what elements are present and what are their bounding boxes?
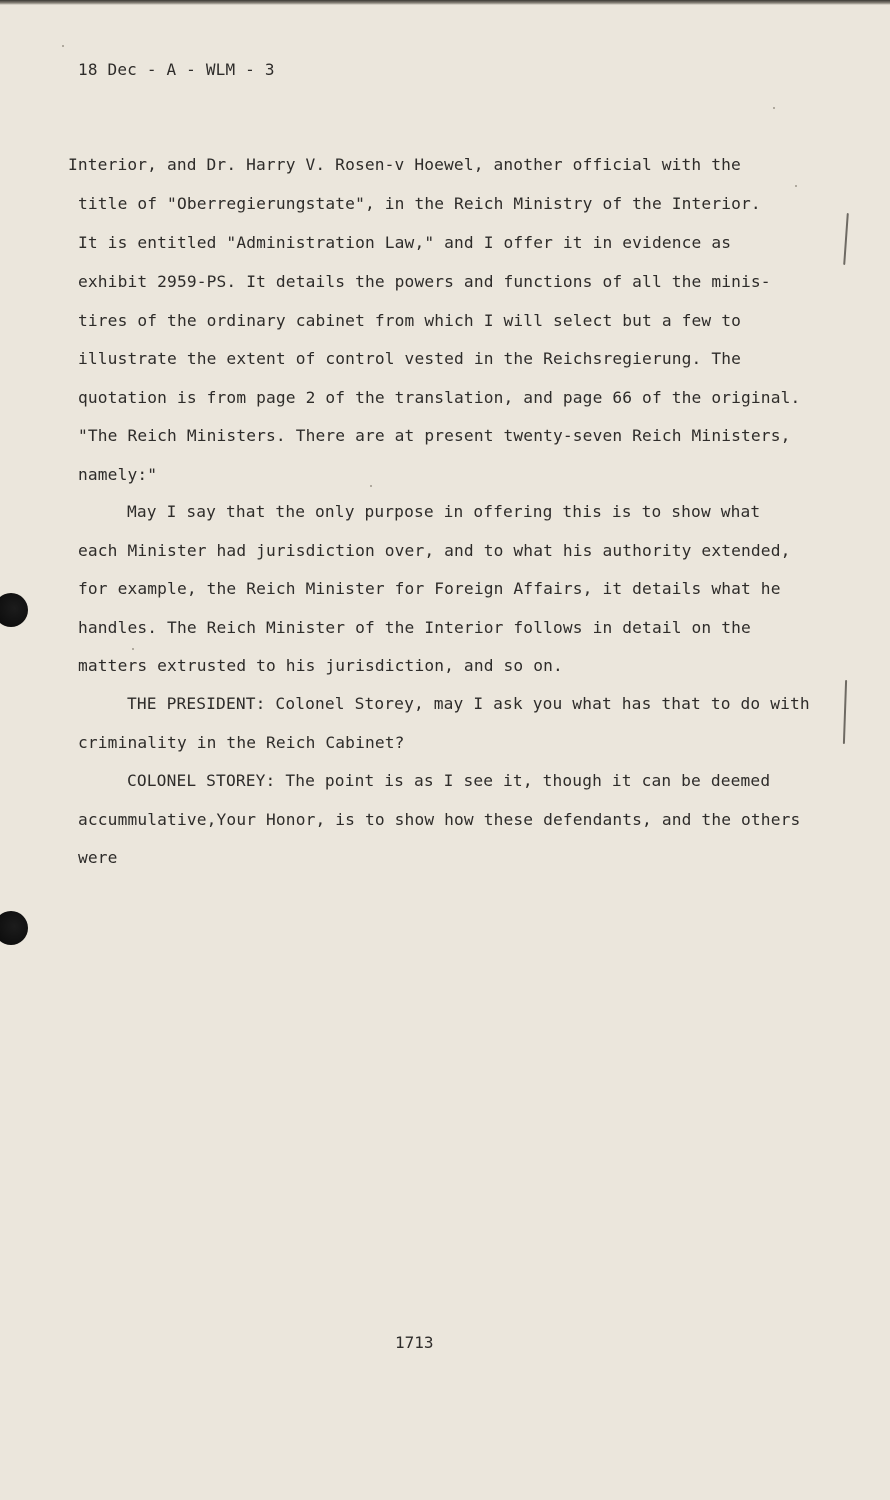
paper-speck bbox=[62, 45, 64, 47]
text-line: THE PRESIDENT: Colonel Storey, may I ask you what has that to do with bbox=[127, 694, 810, 713]
paper-speck bbox=[773, 107, 775, 109]
punch-hole bbox=[0, 593, 28, 627]
paper-speck bbox=[795, 185, 797, 187]
text-line: accummulative,Your Honor, is to show how these defendants, and the others bbox=[78, 810, 801, 829]
text-line: namely:" bbox=[78, 465, 158, 484]
page-header: 18 Dec - A - WLM - 3 bbox=[78, 60, 275, 79]
page-number: 1713 bbox=[395, 1333, 434, 1352]
text-line: quotation is from page 2 of the translation, and page 66 of the original. bbox=[78, 388, 801, 407]
text-line: COLONEL STOREY: The point is as I see it, though it can be deemed bbox=[127, 771, 771, 790]
text-line: exhibit 2959-PS. It details the powers and functions of all the minis- bbox=[78, 272, 771, 291]
text-line: for example, the Reich Minister for Foreign Affairs, it details what he bbox=[78, 579, 781, 598]
text-line: each Minister had jurisdiction over, and to what his authority extended, bbox=[78, 541, 791, 560]
punch-hole bbox=[0, 911, 28, 945]
text-line: It is entitled "Administration Law," and I offer it in evidence as bbox=[78, 233, 732, 252]
text-line: handles. The Reich Minister of the Interior follows in detail on the bbox=[78, 618, 751, 637]
text-line: "The Reich Ministers. There are at present twenty-seven Reich Ministers, bbox=[78, 426, 791, 445]
text-line: title of "Oberregierungstate", in the Reich Ministry of the Interior. bbox=[78, 194, 761, 213]
margin-pencil-mark bbox=[843, 213, 849, 265]
page-top-edge bbox=[0, 0, 890, 5]
text-line: tires of the ordinary cabinet from which I will select but a few to bbox=[78, 311, 742, 330]
text-line: May I say that the only purpose in offering this is to show what bbox=[127, 502, 761, 521]
text-line: matters extrusted to his jurisdiction, and so on. bbox=[78, 656, 563, 675]
paper-speck bbox=[132, 648, 134, 650]
text-line: were bbox=[78, 848, 118, 867]
text-line: illustrate the extent of control vested in the Reichsregierung. The bbox=[78, 349, 742, 368]
text-line: criminality in the Reich Cabinet? bbox=[78, 733, 405, 752]
text-line: Interior, and Dr. Harry V. Rosen-v Hoewel, another official with the bbox=[68, 155, 741, 174]
paper-speck bbox=[370, 485, 372, 487]
margin-pencil-mark bbox=[843, 680, 847, 744]
